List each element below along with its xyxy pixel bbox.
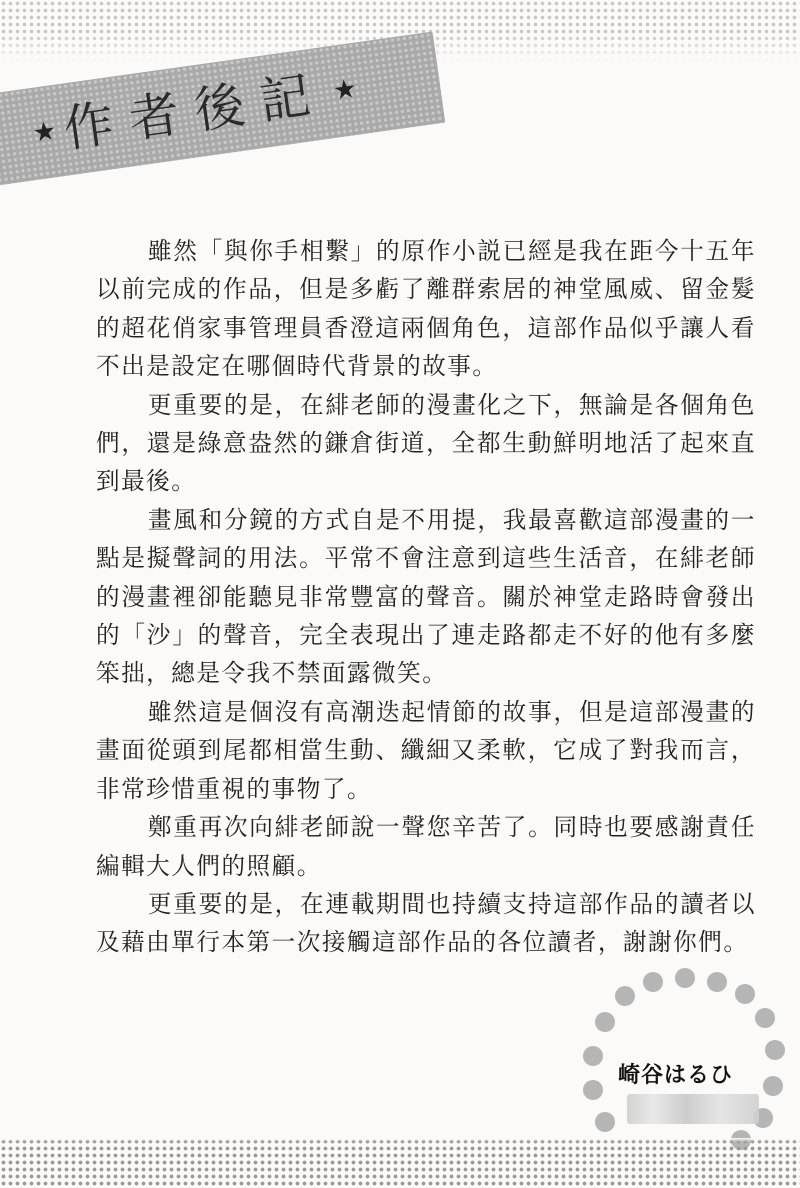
- author-signature: 崎谷はるひ: [618, 1063, 734, 1088]
- bottom-dot-border: [0, 1138, 800, 1188]
- paragraph: 鄭重再次向緋老師說一聲您辛苦了。同時也要感謝責任編輯大人們的照顧。: [96, 813, 756, 880]
- paragraph: 雖然「與你手相繫」的原作小説已經是我在距今十五年以前完成的作品，但是多虧了離群索居的神堂風威、留金髮的超花俏家事管理員香澄這兩個角色，這部作品似乎讓人看不出是設定在哪個時代背景的故事。: [96, 237, 756, 381]
- star-icon: ★: [30, 115, 59, 149]
- paragraph: 畫風和分鏡的方式自是不用提，我最喜歡這部漫畫的一點是擬聲詞的用法。平常不會注意到這些生活音，在緋老師的漫畫裡卻能聽見非常豐富的聲音。關於神堂走路時會發出的「沙」的聲音，完全表現出了連走路都走不好的他有多麼笨拙，總是令我不禁面露微笑。: [96, 505, 756, 688]
- signature-logo-mark: [627, 1094, 759, 1124]
- page-title: 作者後記: [59, 64, 330, 159]
- paragraph: 更重要的是，在連載期間也持續支持這部作品的讀者以及藉由單行本第一次接觸這部作品的各位讀者，謝謝你們。: [96, 889, 756, 957]
- paragraph: 雖然這是個沒有高潮迭起情節的故事，但是這部漫畫的畫面從頭到尾都相當生動、纖細又柔軟，它成了對我而言，非常珍惜重視的事物了。: [96, 697, 756, 803]
- paragraph: 更重要的是，在緋老師的漫畫化之下，無論是各個角色們，還是綠意盎然的鎌倉街道，全都生動鮮明地活了起來直到最後。: [96, 390, 756, 496]
- star-icon: ★: [331, 73, 359, 107]
- afterword-body: [96, 232, 756, 962]
